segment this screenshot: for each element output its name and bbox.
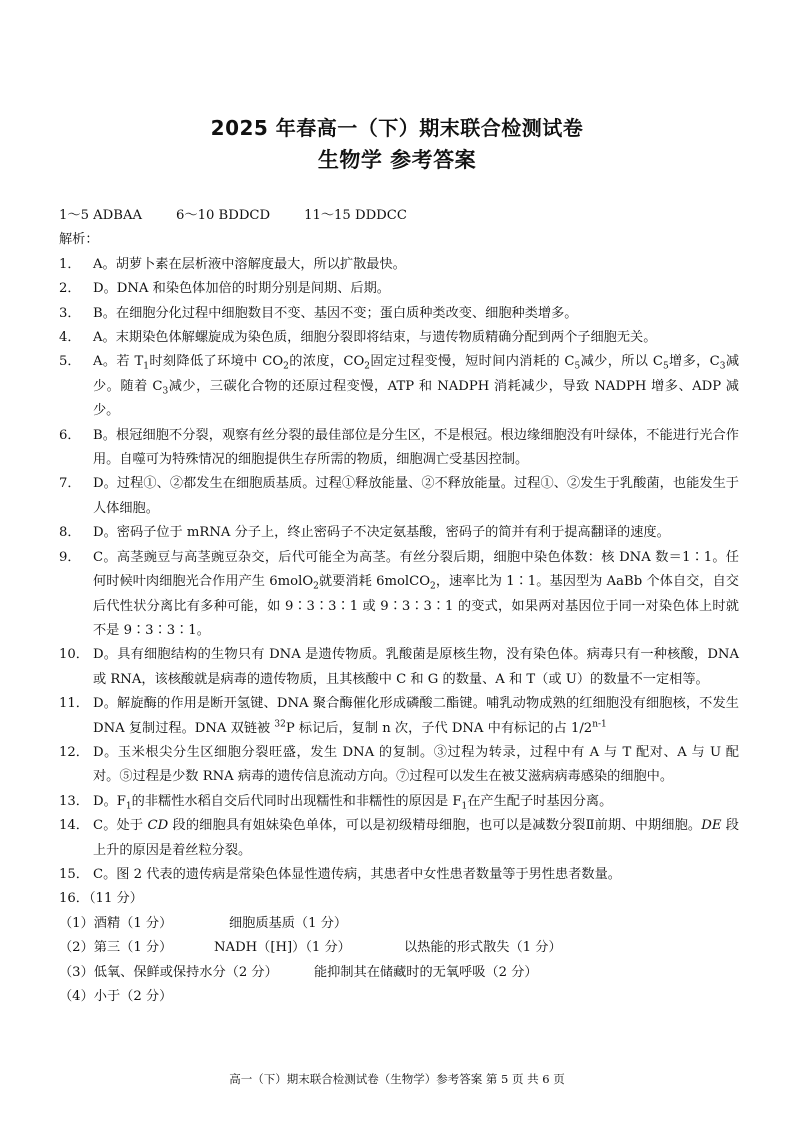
q16-header: 16．（11 分） [59, 891, 143, 907]
item-text: D。密码子位于 mRNA 分子上，终止密码子不决定氨基酸，密码子的简并有利于提高翻译的速度。 [93, 525, 670, 541]
q16-row [59, 912, 739, 936]
item-number: 6． [59, 427, 81, 443]
answer-item [59, 424, 739, 473]
answer-item [59, 472, 739, 521]
item-text: C。高茎豌豆与高茎豌豆杂交，后代可能全为高茎。有丝分裂后期，细胞中染色体数：核 DNA 数＝1∶1。任何时候叶肉细胞光合作用产生 6molO$_2$就要消耗 6molCO$_2$，速率比为 1∶1。基因型为 AaBb 个体自交，自交后代性状分离比有多种可能，如 9∶3∶3∶1 或 9∶3∶3∶1 的变式，如果两对基因位于同一对染色体上时就不是 9∶3∶3∶1。 [93, 549, 739, 638]
answer-subtitle: 生物学 参考答案 [317, 148, 477, 172]
item-number: 15． [59, 866, 89, 882]
q16-answer: （1）酒精（1 分） [59, 915, 173, 931]
item-text: A。若 $T_1$时刻降低了环境中 $CO_2$的浓度，$CO_2$固定过程变慢，短时间内消耗的 $C_5$减少，所以 $C_5$增多，$C_3$减少。随着 $C_3$减少，三碳化合物的还原过程变慢，ATP 和 NADPH 消耗减少，导致 NADPH 增多、ADP 减少。 [93, 354, 740, 419]
item-text: D。$F_1$的非糯性水稻自交后代同时出现糯性和非糯性的原因是 $F_1$在产生配子时基因分离。 [93, 793, 613, 812]
item-number: 10． [59, 647, 89, 663]
item-number: 1． [59, 256, 81, 272]
item-text: A。末期染色体解螺旋成为染色质，细胞分裂即将结束，与遗传物质精确分配到两个子细胞无关。 [93, 330, 657, 346]
answer-key-group: 11～15 DDDCC [304, 208, 407, 223]
q16-answer: 以热能的形式散失（1 分） [404, 940, 562, 956]
item-text: A。胡萝卜素在层析液中溶解度最大，所以扩散最快。 [93, 256, 406, 272]
answer-key-group: 6～10 BDDCD [176, 208, 271, 223]
q16-answer: （4）小于（2 分） [59, 989, 173, 1004]
q16-answer: 细胞质基质（1 分） [229, 915, 348, 931]
item-number: 2． [59, 281, 81, 297]
answer-item [59, 692, 739, 741]
item-number: 13． [59, 793, 89, 809]
answer-item [59, 326, 739, 350]
answer-keys [59, 204, 739, 228]
item-text: D。DNA 和染色体加倍的时期分别是间期、后期。 [93, 281, 390, 297]
q16-answer: 能抑制其在储藏时的无氧呼吸（2 分） [314, 964, 538, 980]
answer-item [59, 546, 739, 644]
exam-title: 2025 年春高一（下）期末联合检测试卷 [210, 116, 584, 140]
answer-key-group: 1～5 ADBAA [59, 208, 142, 223]
answer-item [59, 814, 739, 863]
item-text: D。玉米根尖分生区细胞分裂旺盛，发生 DNA 的复制。③过程为转录，过程中有 A 与 T 配对、A 与 U 配对。⑤过程是少数 RNA 病毒的遗传信息流动方向。⑦过程可以发生在被艾滋病病毒感染的细胞中。 [93, 744, 739, 785]
q16-answer: （3）低氧、保鲜或保持水分（2 分） [59, 964, 278, 980]
answer-item [59, 277, 739, 301]
item-number: 3． [59, 305, 81, 321]
item-number: 7． [59, 476, 81, 492]
answer-item [59, 521, 739, 545]
answer-item [59, 302, 739, 326]
page-footer: 高一（下）期末联合检测试卷（生物学）参考答案 第 5 页 共 6 页 [229, 1072, 565, 1086]
answer-item [59, 741, 739, 790]
item-text: B。根冠细胞不分裂，观察有丝分裂的最佳部位是分生区，不是根冠。根边缘细胞没有叶绿体，不能进行光合作用。自噬可为特殊情况的细胞提供生存所需的物质，细胞凋亡受基因控制。 [93, 427, 739, 468]
item-number: 11． [59, 696, 89, 712]
item-number: 9． [59, 549, 81, 565]
q16-answer: （2）第三（1 分） [59, 940, 173, 956]
answer-content [59, 204, 739, 1009]
answer-item [59, 253, 739, 277]
q16-row [59, 936, 739, 960]
item-text: C。图 2 代表的遗传病是常染色体显性遗传病，其患者中女性患者数量等于男性患者数量。 [93, 866, 621, 882]
item-text: B。在细胞分化过程中细胞数目不变、基因不变；蛋白质种类改变、细胞种类增多。 [93, 305, 578, 321]
item-text: D。具有细胞结构的生物只有 DNA 是遗传物质。乳酸菌是原核生物，没有染色体。病毒只有一种核酸，DNA 或 RNA，该核酸就是病毒的遗传物质，且其核酸中 C 和 G 的数量、A 和 T（或 U）的数量不一定相等。 [93, 647, 739, 687]
answer-item [59, 863, 739, 887]
item-number: 12． [59, 744, 89, 760]
item-number: 14． [59, 818, 89, 834]
q16-row [59, 961, 739, 985]
answer-item [59, 643, 739, 692]
item-number: 8． [59, 525, 81, 541]
analysis-label: 解析： [59, 232, 99, 248]
item-number: 5． [59, 354, 81, 370]
q16-row [59, 985, 739, 1009]
item-number: 4． [59, 330, 81, 346]
item-text: D。过程①、②都发生在细胞质基质。过程①释放能量、②不释放能量。过程①、②发生于乳酸菌，也能发生于人体细胞。 [93, 476, 739, 516]
answer-item [59, 350, 739, 423]
answer-item [59, 790, 739, 814]
item-text: D。解旋酶的作用是断开氢键、DNA 聚合酶催化形成磷酸二酯键。哺乳动物成熟的红细胞没有细胞核，不发生 DNA 复制过程。DNA 双链被 $^{32}$P 标记后，复制 n 次，子代 DNA 中有标记的占 1/2$^{n-1}$ [93, 696, 739, 736]
item-text: C。处于 CD 段的细胞具有姐妹染色单体，可以是初级精母细胞，也可以是减数分裂Ⅱ前期、中期细胞。DE 段上升的原因是着丝粒分裂。 [93, 818, 739, 858]
q16-answer: NADH（[H]）（1 分） [214, 940, 351, 956]
